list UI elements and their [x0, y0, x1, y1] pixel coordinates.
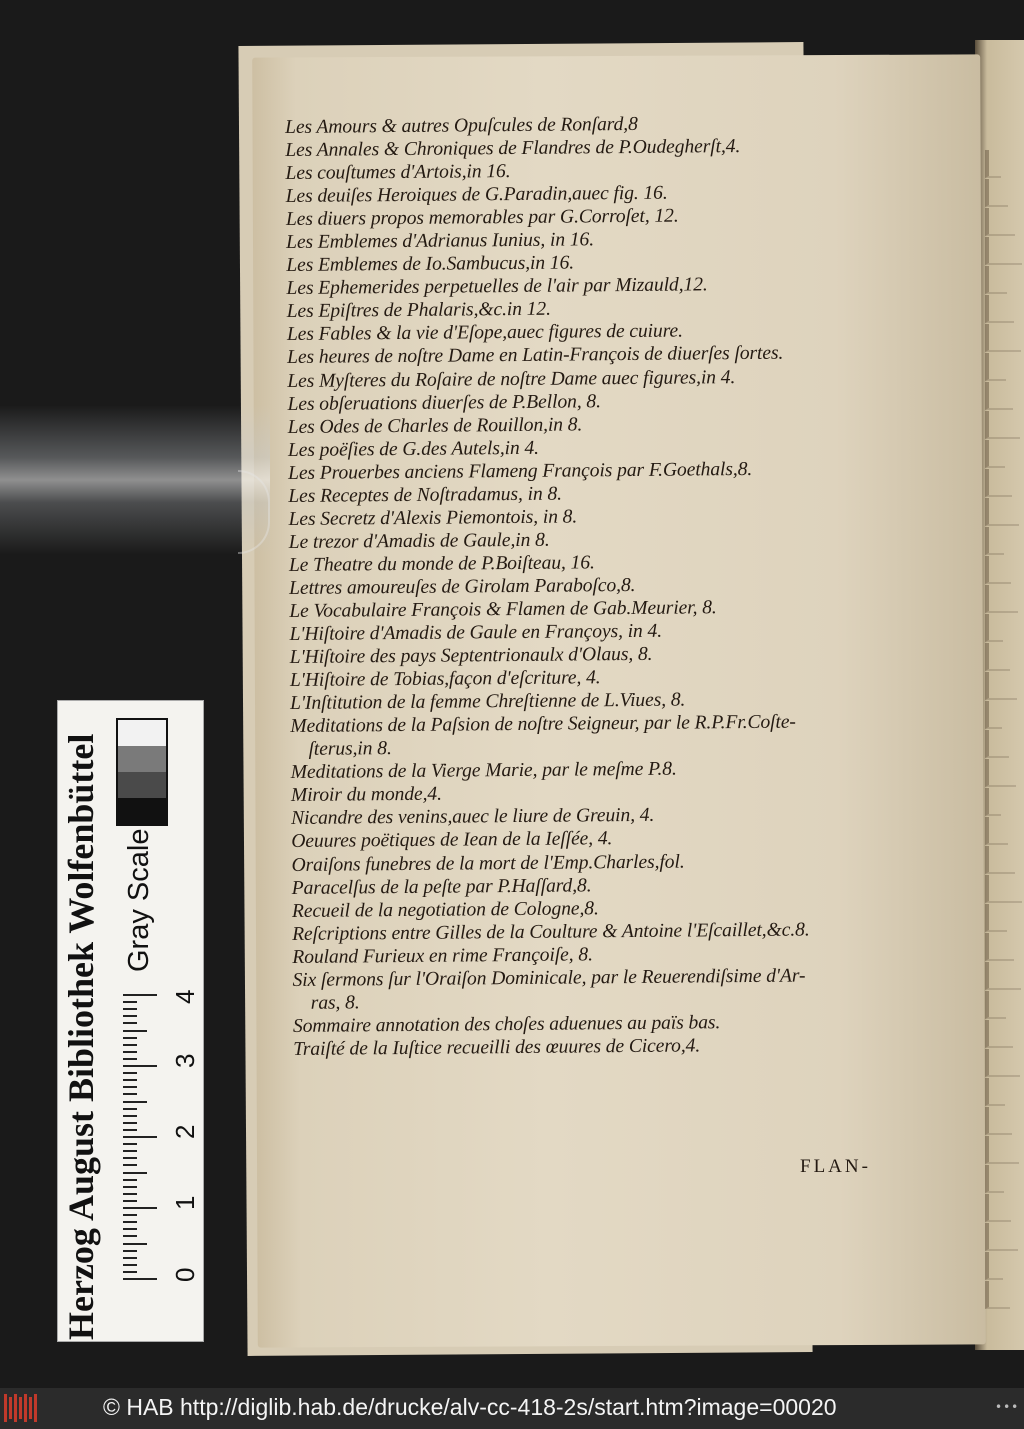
- catalogue-entry: Les Secretz d'Alexis Piemontois, in 8.: [288, 506, 578, 530]
- ruler-tick: [123, 1193, 137, 1195]
- gray-swatch: [118, 772, 166, 798]
- ruler-tick: [123, 1150, 137, 1152]
- ruler-tick: [123, 1250, 137, 1252]
- ruler-tick: [123, 1086, 137, 1088]
- ruler-tick: [123, 1079, 137, 1081]
- facing-page-fragment: [985, 469, 1012, 497]
- ruler-tick: [123, 1271, 137, 1273]
- ruler-number: 4: [170, 989, 200, 1004]
- catalogue-entry: Sommaire annotation des choſes aduenues au païs bas.: [292, 1012, 721, 1037]
- footer-bar: [0, 1388, 1024, 1429]
- catalogue-entry: Les Amours & autres Opuſcules de Ronſard,8: [285, 113, 638, 138]
- ruler-tick: [123, 1008, 137, 1010]
- catalogue-entry: ras, 8.: [310, 992, 360, 1014]
- ruler-number: 1: [170, 1195, 200, 1210]
- catalogue-entry: L'Hiſtoire de Tobias,façon d'eſcriture, 4.: [289, 667, 601, 692]
- catalogue-entry: Paracelſus de la peſte par P.Haſſard,8.: [291, 874, 592, 899]
- ruler-tick: [123, 1172, 147, 1174]
- ruler-tick: [123, 994, 157, 996]
- ruler-tick: [123, 1065, 157, 1067]
- ruler-tick: [123, 1022, 137, 1024]
- facing-page-fragment: [985, 585, 1018, 613]
- copyright-url[interactable]: © HAB http://diglib.hab.de/drucke/alv-cc-418-2s/start.htm?image=00020: [103, 1394, 837, 1420]
- library-name: Herzog August Bibliothek Wolfenbüttel: [61, 733, 101, 1340]
- facing-page-fragment: [985, 933, 1014, 961]
- ruler-tick: [123, 1037, 137, 1039]
- ruler-tick: [123, 1257, 137, 1259]
- catalogue-entry: ſterus,in 8.: [308, 738, 392, 761]
- ruler-tick: [123, 1157, 137, 1159]
- ruler-tick: [123, 1143, 137, 1145]
- catalogue-entry: Lettres amoureuſes de Girolam Paraboſco,8.: [289, 574, 636, 599]
- ruler-number: 3: [170, 1053, 200, 1068]
- facing-page-fragment: [985, 701, 1002, 729]
- catalogue-entry: Oeuures poëtiques de Iean de la Ieſſée, 4.: [291, 828, 613, 853]
- ruler-tick: [123, 1129, 137, 1131]
- ruler-tick: [123, 1278, 157, 1280]
- catalogue-entry: Meditations de la Paſsion de noſtre Seigneur, par le R.P.Fr.Coſte-: [290, 711, 796, 738]
- facing-page-fragment: [985, 1281, 1010, 1309]
- ruler-tick: [123, 1108, 137, 1110]
- catalogue-entry: Les couſtumes d'Artois,in 16.: [285, 161, 511, 185]
- ruler-tick: [123, 1115, 137, 1117]
- facing-page-text-fragments: [985, 150, 1024, 1310]
- ruler-tick: [123, 1051, 137, 1053]
- catalogue-entry: Les Epiſtres de Phalaris,&c.in 12.: [286, 299, 551, 323]
- ruler-tick: [123, 1228, 137, 1230]
- catalogue-entry: Les Myſteres du Roſaire de noſtre Dame auec figures,in 4.: [287, 366, 736, 392]
- facing-page-fragment: [985, 353, 1006, 381]
- catalogue-entry: Rouland Furieux en rime Françoiſe, 8.: [292, 944, 593, 968]
- catalogue-entry: Le Theatre du monde de P.Boiſteau, 16.: [288, 552, 595, 576]
- catalogue-entry: Les Prouerbes anciens Flameng François par F.Goethals,8.: [288, 458, 753, 484]
- catalogue-entry: Les Ephemerides perpetuelles de l'air par Mizauld,12.: [286, 274, 708, 300]
- facing-page-fragment: [985, 1223, 1018, 1251]
- catalogue-entry: Les Fables & la vie d'Eſope,auec figures de cuiure.: [286, 320, 683, 346]
- facing-page-fragment: [985, 150, 1001, 178]
- ruler-tick: [123, 1136, 157, 1138]
- catalogue-entry: Les Emblemes de Io.Sambucus,in 16.: [286, 252, 575, 277]
- catalogue-entry: Les diuers propos memorables par G.Corroſet, 12.: [285, 205, 679, 231]
- ruler-tick: [123, 1093, 137, 1095]
- facing-page-fragment: [985, 817, 1008, 845]
- catalogue-entry: L'Hiſtoire d'Amadis de Gaule en Françoys, in 4.: [289, 620, 663, 646]
- catalogue-entry: Miroir du monde,4.: [290, 784, 442, 807]
- ruler-tick: [123, 1030, 147, 1032]
- ruler-tick: [123, 1221, 137, 1223]
- facing-page-fragment: [985, 324, 1021, 352]
- catalogue-entry: Oraiſons funebres de la mort de l'Emp.Charles,fol.: [291, 851, 685, 876]
- ruler-tick: [123, 1044, 137, 1046]
- catalogue-entry: Les deuiſes Heroiques de G.Paradin,auec fig. 16.: [285, 182, 668, 208]
- gray-swatch: [118, 746, 166, 772]
- facing-page-fragment: [985, 295, 1014, 323]
- catalogue-entry: Les Odes de Charles de Rouillon,in 8.: [287, 414, 583, 438]
- ruler-tick: [123, 1235, 137, 1237]
- gray-swatches: [116, 718, 168, 826]
- ruler-tick: [123, 1072, 137, 1074]
- facing-page-fragment: [985, 788, 1001, 816]
- gray-scale-label: Gray Scale: [123, 828, 155, 972]
- ruler-tick: [123, 1179, 137, 1181]
- catalogue-entry: Les heures de noſtre Dame en Latin-François de diuerſes ſortes.: [287, 343, 784, 369]
- facing-page-fragment: [985, 1136, 1019, 1164]
- facing-page-fragment: [985, 556, 1011, 584]
- facing-page-fragment: [985, 527, 1004, 555]
- ruler-tick: [123, 1264, 137, 1266]
- catalogue-entry: Reſcriptions entre Gilles de la Coulture & Antoine l'Eſcaillet,&c.8.: [292, 919, 810, 945]
- catalogue-entry: Meditations de la Vierge Marie, par le meſme P.8.: [290, 758, 677, 784]
- gray-swatch: [118, 720, 166, 746]
- facing-page-fragment: [985, 237, 1022, 265]
- facing-page-fragment: [985, 1165, 1004, 1193]
- facing-page-fragment: [985, 614, 1003, 642]
- facing-page-fragment: [985, 962, 1021, 990]
- ruler-tick: [123, 1101, 147, 1103]
- facing-page-fragment: [985, 1107, 1012, 1135]
- gray-swatch: [118, 798, 166, 824]
- facing-page-fragment: [985, 208, 1015, 236]
- ruler-tick: [123, 1058, 137, 1060]
- ruler-tick: [123, 1164, 137, 1166]
- facing-page-fragment: [985, 1049, 1020, 1077]
- facing-page-fragment: [985, 846, 1015, 874]
- catalogue-list: [285, 110, 973, 1061]
- facing-page-fragment: [985, 498, 1019, 526]
- plastic-page-holder: [0, 405, 270, 555]
- ruler-tick: [123, 1186, 137, 1188]
- ruler-number: 0: [170, 1267, 200, 1282]
- catalogue-entry: Les Receptes de Noſtradamus, in 8.: [288, 483, 563, 507]
- catalogue-entry: L'Inſtitution de la femme Chreſtienne de L.Viues, 8.: [290, 689, 686, 715]
- facing-page-fragment: [985, 759, 1016, 787]
- hab-logo-icon: [4, 1394, 40, 1422]
- facing-page-fragment: [985, 1194, 1011, 1222]
- catalogue-entry: Les poëſies de G.des Autels,in 4.: [287, 437, 540, 461]
- ruler-tick: [123, 1214, 137, 1216]
- ruler-tick: [123, 1122, 137, 1124]
- facing-page-fragment: [985, 1078, 1005, 1106]
- facing-page-fragment: [985, 904, 1007, 932]
- catalogue-entry: L'Hiſtoire des pays Septentrionaulx d'Olaus, 8.: [289, 643, 653, 669]
- facing-page-fragment: [985, 179, 1008, 207]
- facing-page-fragment: [985, 382, 1013, 410]
- catalogue-entry: Les obſeruations diuerſes de P.Bellon, 8.: [287, 390, 601, 415]
- ruler-tick: [123, 1001, 137, 1003]
- ruler-tick: [123, 1243, 147, 1245]
- facing-page-fragment: [985, 875, 1022, 903]
- more-menu-icon[interactable]: •••: [995, 1400, 1020, 1414]
- facing-page-fragment: [985, 411, 1020, 439]
- ruler-tick: [123, 1207, 157, 1209]
- catalogue-entry: Traiſté de la Iuſtice recueilli des œuures de Cicero,4.: [293, 1035, 701, 1060]
- facing-page-fragment: [985, 1252, 1003, 1280]
- catalogue-entry: Six ſermons ſur l'Oraiſon Dominicale, par le Reuerendiſsime d'Ar-: [292, 965, 806, 991]
- facing-page-fragment: [985, 440, 1005, 468]
- facing-page-fragment: [985, 991, 1006, 1019]
- facing-page-fragment: [985, 672, 1017, 700]
- ruler-tick: [123, 1015, 137, 1017]
- catchword: FLAN-: [800, 1156, 871, 1177]
- catalogue-entry: Le trezor d'Amadis de Gaule,in 8.: [288, 529, 550, 553]
- facing-page-fragment: [985, 1020, 1013, 1048]
- catalogue-entry: Les Emblemes d'Adrianus Iunius, in 16.: [286, 229, 595, 254]
- catalogue-entry: Recueil de la negotiation de Cologne,8.: [291, 897, 599, 922]
- catalogue-entry: Nicandre des venins,auec le liure de Greuin, 4.: [291, 805, 655, 830]
- facing-page-fragment: [985, 266, 1007, 294]
- facing-page-fragment: [985, 730, 1009, 758]
- catalogue-entry: Le Vocabulaire François & Flamen de Gab.Meurier, 8.: [289, 597, 717, 622]
- ruler-tick: [123, 1200, 137, 1202]
- ruler-number: 2: [170, 1124, 200, 1139]
- catalogue-entry: Les Annales & Chroniques de Flandres de P.Oudegherſt,4.: [285, 136, 741, 162]
- facing-page-fragment: [985, 643, 1010, 671]
